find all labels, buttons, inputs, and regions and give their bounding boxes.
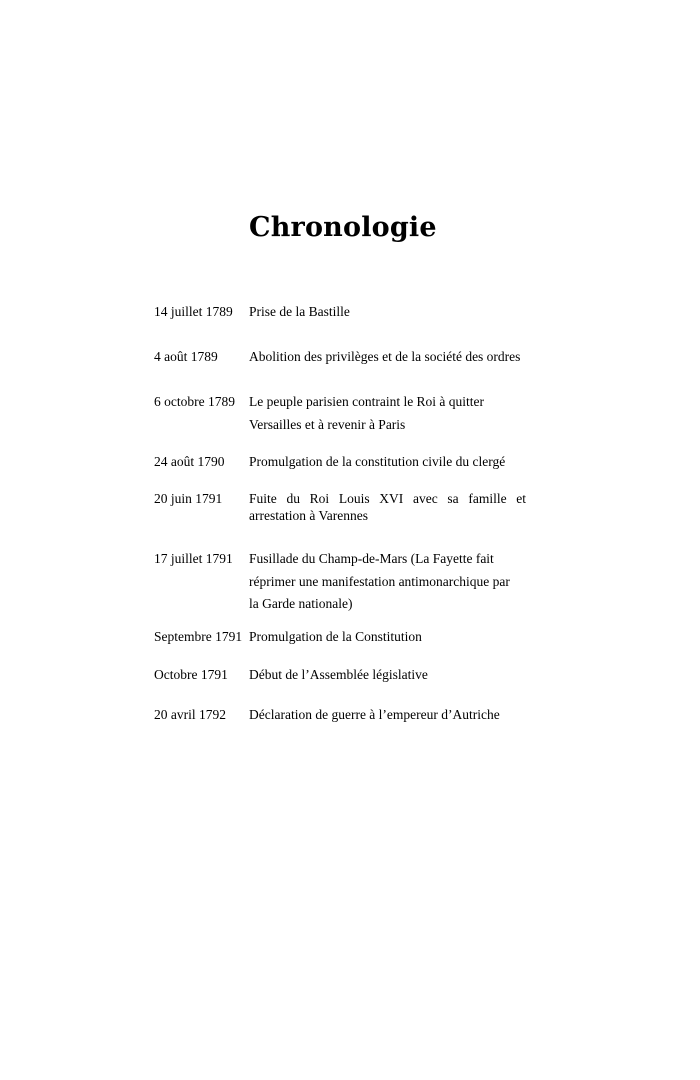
description-line: Promulgation de la constitution civile du clergé — [249, 454, 506, 469]
entry-description — [249, 301, 526, 324]
description-line: Versailles et à revenir à Paris — [249, 416, 406, 432]
chronology-entry — [154, 346, 534, 369]
description-line: la Garde nationale) — [249, 596, 353, 611]
chronology-entry — [154, 301, 534, 324]
entry-date: Octobre 1791 — [154, 667, 228, 682]
entry-description: Fuite du Roi Louis XVI avec sa famille et arrestation à Varennes — [249, 491, 526, 523]
chronology-entry — [154, 488, 534, 524]
description-line: réprimer une manifestation antimonarchique par — [249, 573, 510, 589]
description-line: Fusillade du Champ-de-Mars (La Fayette fait — [249, 551, 494, 566]
entry-date: 4 août 1789 — [154, 349, 218, 364]
chronology-entry — [154, 391, 534, 436]
description-line: Promulgation de la Constitution — [249, 629, 422, 644]
chronology-entry — [154, 626, 534, 649]
chronology-entry — [154, 451, 534, 474]
entry-description — [249, 626, 526, 649]
entry-date: 20 juin 1791 — [154, 491, 223, 506]
entry-description — [249, 451, 526, 474]
chronology-entry — [154, 704, 534, 727]
entry-date: 24 août 1790 — [154, 454, 225, 469]
entry-description — [249, 664, 526, 687]
description-line: Le peuple parisien contraint le Roi à quitter — [249, 394, 485, 409]
entry-date: 20 avril 1792 — [154, 707, 226, 722]
entry-description — [249, 346, 526, 369]
description-line: Abolition des privilèges et de la société des ordres — [249, 349, 521, 364]
description-line: Début de l’Assemblée législative — [249, 667, 428, 682]
chronology-entry — [154, 664, 534, 687]
entry-date: 17 juillet 1791 — [154, 551, 233, 566]
entry-description — [249, 391, 526, 436]
description-line: Déclaration de guerre à l’empereur d’Autriche — [249, 707, 500, 722]
page-title: Chronologie — [249, 212, 437, 243]
entry-date: 6 octobre 1789 — [154, 394, 235, 409]
chronology-entry — [154, 548, 534, 616]
description-line: Prise de la Bastille — [249, 304, 350, 319]
entry-description — [249, 548, 526, 616]
entry-description — [249, 704, 526, 727]
entry-date: Septembre 1791 — [154, 629, 243, 644]
entry-date: 14 juillet 1789 — [154, 304, 233, 319]
